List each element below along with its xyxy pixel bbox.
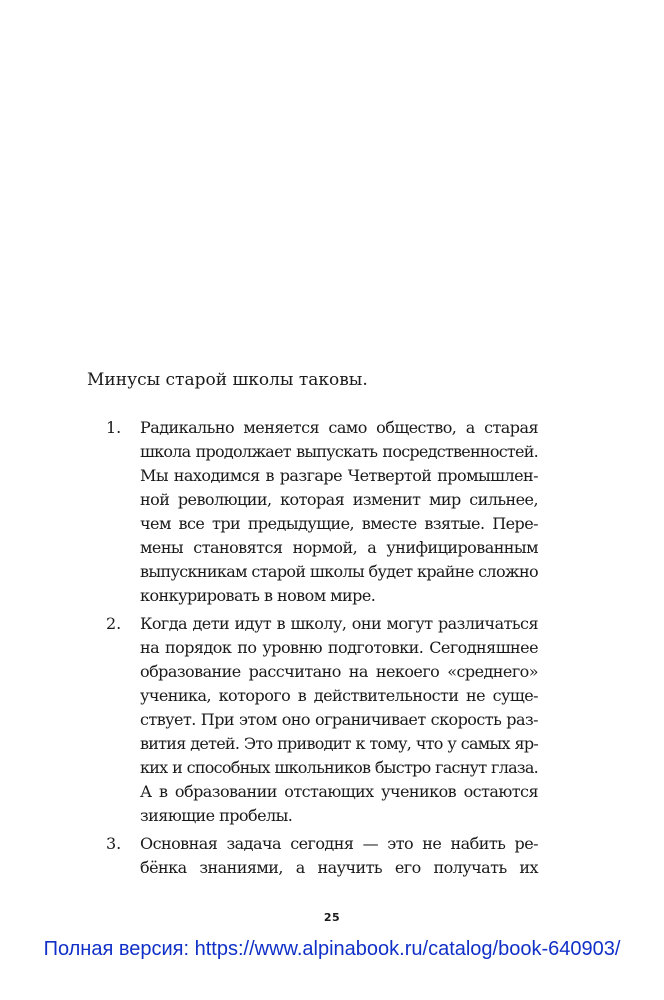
- page-number: 25: [323, 911, 341, 924]
- intro-paragraph: Минусы старой школы таковы.: [87, 370, 368, 390]
- text-line: Радикально меняется само общество, а старая: [140, 418, 538, 437]
- text-line: Когда дети идут в школу, они могут различаться: [140, 614, 538, 633]
- list-item: [106, 612, 538, 828]
- text-line: Основная задача сегодня — это не набить ре-: [140, 834, 538, 853]
- list-item-number: 2.: [106, 614, 122, 633]
- text-line: ствует. При этом оно ограничивает скорость раз-: [140, 710, 538, 729]
- list-item: [106, 832, 538, 880]
- text-line: мены становятся нормой, а унифицированным: [140, 538, 538, 557]
- text-line: зияющие пробелы.: [140, 806, 293, 825]
- full-version-link[interactable]: Полная версия: https://www.alpinabook.ru/catalog/book-640903/: [43, 938, 621, 960]
- text-line: чем все три предыдущие, вместе взятые. Пере-: [140, 514, 538, 533]
- text-line: на порядок по уровню подготовки. Сегодняшнее: [140, 638, 538, 657]
- text-line: вития детей. Это приводит к тому, что у самых яр-: [140, 734, 538, 753]
- text-line: выпускникам старой школы будет крайне сложно: [140, 562, 538, 581]
- text-line: А в образовании отстающих учеников остаются: [140, 782, 538, 801]
- text-line: Мы находимся в разгаре Четвертой промышлен-: [140, 466, 538, 485]
- list-item-number: 3.: [106, 834, 122, 853]
- text-line: образование рассчитано на некоего «среднего»: [140, 662, 538, 681]
- text-line: конкурировать в новом мире.: [140, 586, 376, 605]
- list-item: [106, 416, 538, 608]
- text-line: ной революции, которая изменит мир сильнее,: [140, 490, 538, 509]
- list-item-number: 1.: [106, 418, 122, 437]
- text-line: ких и способных школьников быстро гаснут глаза.: [140, 758, 538, 777]
- text-line: школа продолжает выпускать посредственностей.: [140, 442, 538, 461]
- text-line: ученика, которого в действительности не суще-: [140, 686, 538, 705]
- numbered-list: [106, 416, 538, 884]
- text-line: бёнка знаниями, а научить его получать их: [140, 858, 538, 877]
